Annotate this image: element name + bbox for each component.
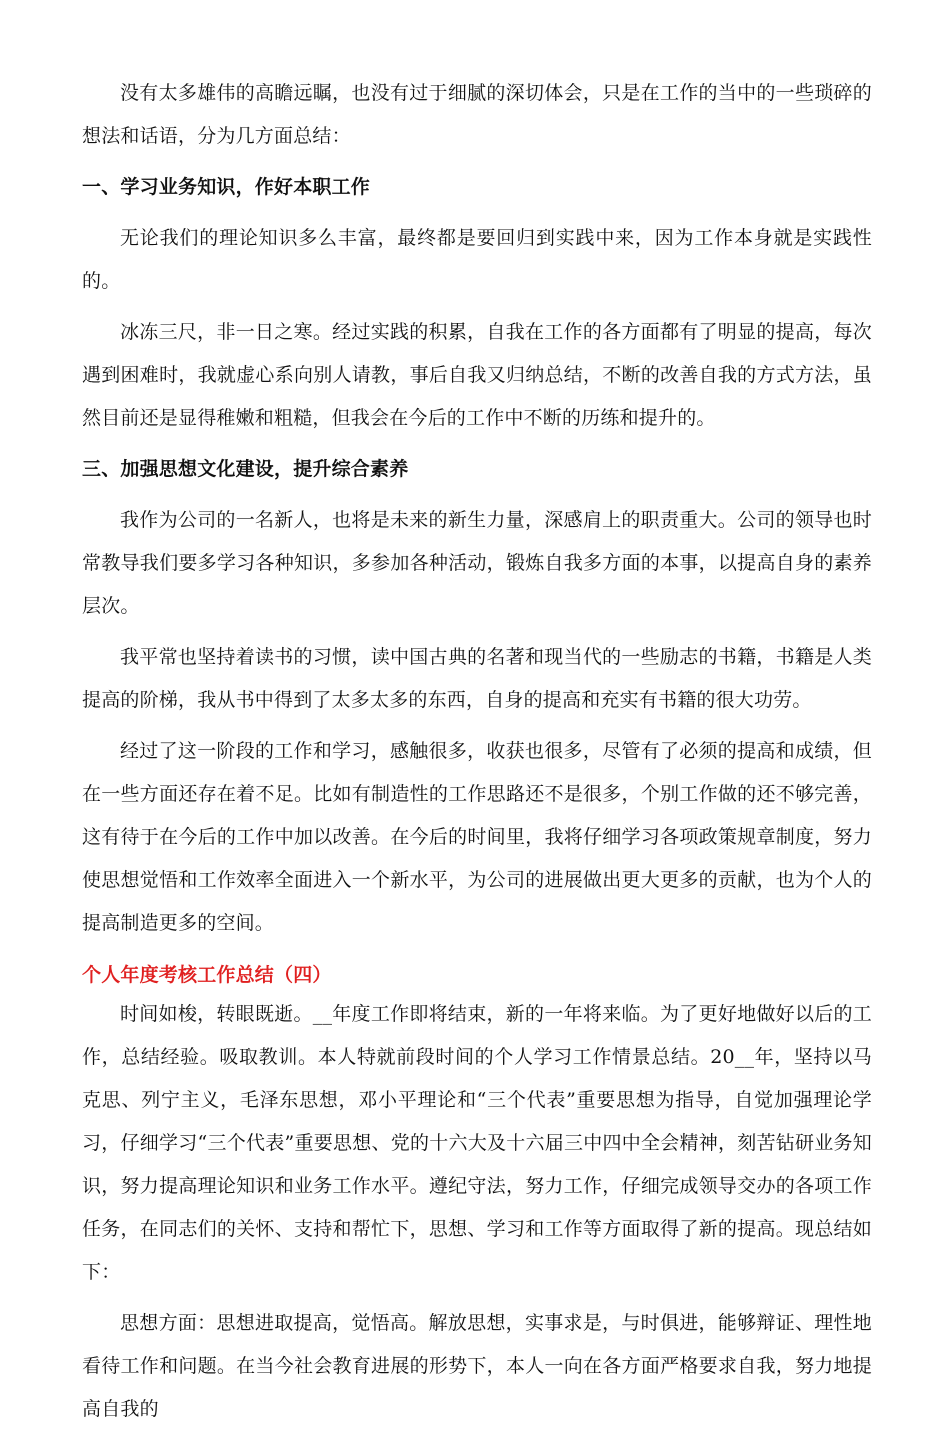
paragraph-thought: 思想方面：思想进取提高，觉悟高。解放思想，实事求是，与时俱进，能够辩证、理性地看待工作和问题。在当今社会教育进展的形势下，本人一向在各方面严格要求自我，努力地提高自我的 bbox=[82, 1312, 872, 1420]
section-heading-culture: 三、加强思想文化建设，提升综合素养 bbox=[82, 458, 409, 480]
document-page bbox=[82, 72, 872, 1431]
paragraph-reflection: 经过了这一阶段的工作和学习，感触很多，收获也很多，尽管有了必须的提高和成绩，但在一些方面还存在着不足。比如有制造性的工作思路还不是很多，个别工作做的还不够完善，这有待于在今后的工作中加以改善。在今后的时间里，我将仔细学习各项政策规章制度，努力使思想觉悟和工作效率全面进入一个新水平，为公司的进展做出更大更多的贡献，也为个人的提高制造更多的空间。 bbox=[82, 740, 872, 934]
section-heading-study: 一、学习业务知识，作好本职工作 bbox=[82, 176, 371, 198]
paragraph-practice: 无论我们的理论知识多么丰富，最终都是要回归到实践中来，因为工作本身就是实践性的。 bbox=[82, 227, 872, 292]
intro-paragraph: 没有太多雄伟的高瞻远瞩，也没有过于细腻的深切体会，只是在工作的当中的一些琐碎的想法和话语，分为几方面总结： bbox=[82, 82, 872, 147]
section-title-red: 个人年度考核工作总结（四） bbox=[82, 964, 332, 986]
paragraph-reading: 我平常也坚持着读书的习惯，读中国古典的名著和现当代的一些励志的书籍，书籍是人类提高的阶梯，我从书中得到了太多太多的东西，自身的提高和充实有书籍的很大功劳。 bbox=[82, 646, 872, 711]
paragraph-annual-summary: 时间如梭，转眼既逝。__年度工作即将结束，新的一年将来临。为了更好地做好以后的工作，总结经验。吸取教训。本人特就前段时间的个人学习工作情景总结。20__年，坚持以马克思、列宁主义，毛泽东思想，邓小平理论和“三个代表”重要思想为指导，自觉加强理论学习，仔细学习“三个代表”重要思想、党的十六大及十六届三中四中全会精神，刻苦钻研业务知识，努力提高理论知识和业务工作水平。遵纪守法，努力工作，仔细完成领导交办的各项工作任务，在同志们的关怀、支持和帮忙下，思想、学习和工作等方面取得了新的提高。现总结如下： bbox=[82, 1003, 872, 1283]
paragraph-newcomer: 我作为公司的一名新人，也将是未来的新生力量，深感肩上的职责重大。公司的领导也时常教导我们要多学习各种知识，多参加各种活动，锻炼自我多方面的本事，以提高自身的素养层次。 bbox=[82, 509, 872, 617]
paragraph-accumulation: 冰冻三尺，非一日之寒。经过实践的积累，自我在工作的各方面都有了明显的提高，每次遇到困难时，我就虚心系向别人请教，事后自我又归纳总结，不断的改善自我的方式方法，虽然目前还是显得稚嫩和粗糙，但我会在今后的工作中不断的历练和提升的。 bbox=[82, 321, 872, 429]
